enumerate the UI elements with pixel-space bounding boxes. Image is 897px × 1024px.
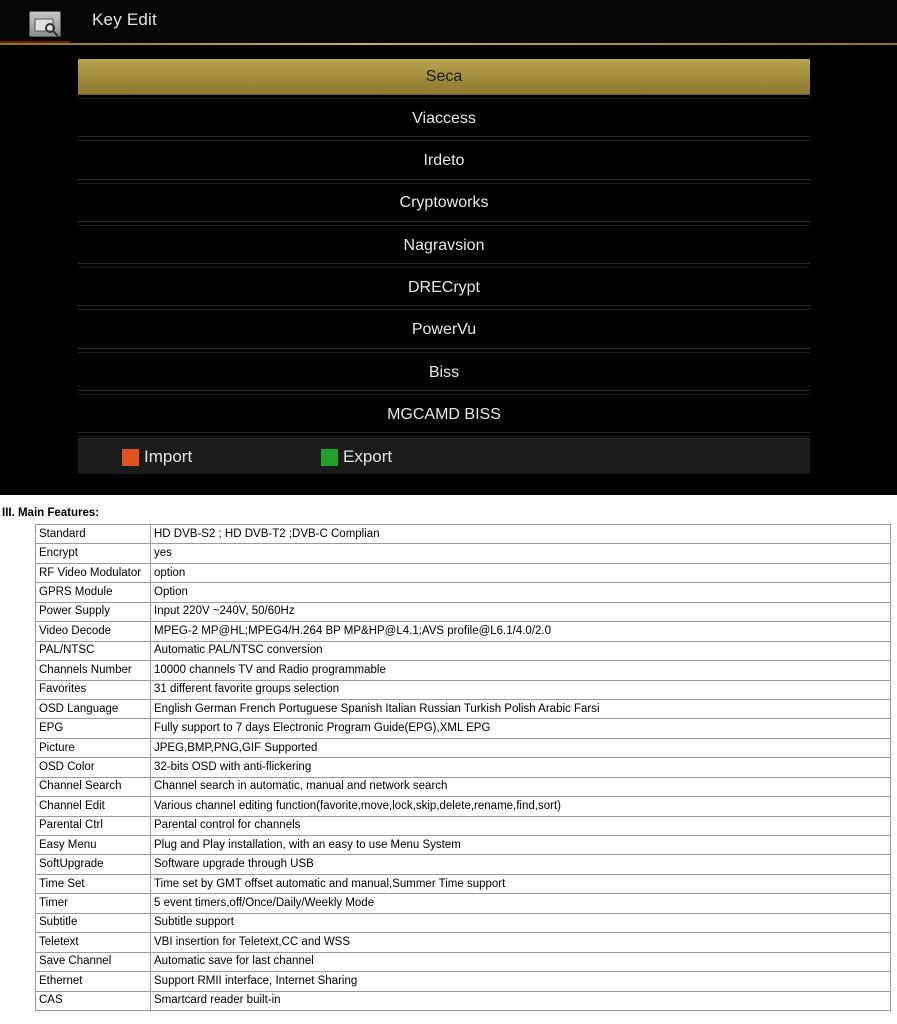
feature-name-cell: Picture <box>36 738 151 757</box>
menu-item-biss[interactable] <box>78 355 810 391</box>
table-row <box>36 797 891 816</box>
table-row <box>36 913 891 932</box>
feature-name-cell: SoftUpgrade <box>36 855 151 874</box>
red-key-icon <box>122 449 139 466</box>
footer-bar <box>78 438 810 474</box>
feature-name-cell: EPG <box>36 719 151 738</box>
feature-value-cell: 31 different favorite groups selection <box>151 680 891 699</box>
features-table-body <box>36 525 891 1011</box>
table-row <box>36 602 891 621</box>
table-row <box>36 894 891 913</box>
menu-item-label: Seca <box>425 67 463 85</box>
feature-name-cell: PAL/NTSC <box>36 641 151 660</box>
menu-item-viaccess[interactable] <box>78 101 810 137</box>
menu-item-label: Viaccess <box>412 109 476 127</box>
table-row <box>36 661 891 680</box>
feature-name-cell: CAS <box>36 991 151 1010</box>
feature-name-cell: Time Set <box>36 874 151 893</box>
feature-value-cell: Various channel editing function(favorite,move,lock,skip,delete,rename,find,sort) <box>151 797 891 816</box>
export-label: Export <box>343 447 393 466</box>
feature-value-cell: Software upgrade through USB <box>151 855 891 874</box>
menu-item-irdeto[interactable] <box>78 144 810 180</box>
feature-value-cell: Fully support to 7 days Electronic Program Guide(EPG),XML EPG <box>151 719 891 738</box>
menu-item-label: MGCAMD BISS <box>387 405 501 423</box>
table-row <box>36 933 891 952</box>
table-row <box>36 777 891 796</box>
table-row <box>36 855 891 874</box>
feature-name-cell: OSD Language <box>36 699 151 718</box>
menu-item-label: PowerVu <box>411 321 477 339</box>
menu-item-mgcamd-biss[interactable] <box>78 397 810 433</box>
green-key-icon <box>321 449 338 466</box>
table-row <box>36 758 891 777</box>
feature-value-cell: Support RMII interface, Internet Sharing <box>151 972 891 991</box>
feature-name-cell: Parental Ctrl <box>36 816 151 835</box>
feature-name-cell: OSD Color <box>36 758 151 777</box>
menu-item-seca[interactable] <box>78 59 810 95</box>
feature-name-cell: GPRS Module <box>36 583 151 602</box>
feature-value-cell: 32-bits OSD with anti-flickering <box>151 758 891 777</box>
feature-name-cell: Encrypt <box>36 544 151 563</box>
feature-name-cell: Subtitle <box>36 913 151 932</box>
screen-header <box>0 0 897 45</box>
key-edit-icon <box>29 11 61 37</box>
feature-value-cell: Automatic PAL/NTSC conversion <box>151 641 891 660</box>
features-table <box>35 524 891 1011</box>
feature-value-cell: Plug and Play installation, with an easy to use Menu System <box>151 836 891 855</box>
feature-value-cell: Automatic save for last channel <box>151 952 891 971</box>
page-title: Key Edit <box>92 10 157 29</box>
feature-name-cell: Favorites <box>36 680 151 699</box>
menu-item-label: DRECrypt <box>407 278 480 296</box>
feature-value-cell: Subtitle support <box>151 913 891 932</box>
feature-name-cell: Video Decode <box>36 622 151 641</box>
feature-name-cell: Save Channel <box>36 952 151 971</box>
table-row <box>36 816 891 835</box>
feature-value-cell: HD DVB-S2 ; HD DVB-T2 ;DVB-C Complian <box>151 525 891 544</box>
feature-name-cell: Ethernet <box>36 972 151 991</box>
feature-value-cell: 10000 channels TV and Radio programmable <box>151 661 891 680</box>
table-row <box>36 699 891 718</box>
table-row <box>36 972 891 991</box>
table-row <box>36 952 891 971</box>
feature-value-cell: JPEG,BMP,PNG,GIF Supported <box>151 738 891 757</box>
table-row <box>36 991 891 1010</box>
table-row <box>36 641 891 660</box>
import-button[interactable] <box>122 439 192 475</box>
feature-value-cell: Channel search in automatic, manual and network search <box>151 777 891 796</box>
menu-item-label: Biss <box>428 363 460 381</box>
export-button[interactable] <box>321 439 392 475</box>
menu-item-nagravsion[interactable] <box>78 228 810 264</box>
table-row <box>36 525 891 544</box>
feature-name-cell: RF Video Modulator <box>36 563 151 582</box>
table-row <box>36 583 891 602</box>
table-row <box>36 836 891 855</box>
menu-item-label: Nagravsion <box>403 236 485 254</box>
feature-name-cell: Timer <box>36 894 151 913</box>
table-row <box>36 563 891 582</box>
tv-menu-screen <box>0 0 897 495</box>
feature-value-cell: yes <box>151 544 891 563</box>
menu-item-label: Cryptoworks <box>399 194 489 212</box>
feature-value-cell: Time set by GMT offset automatic and manual,Summer Time support <box>151 874 891 893</box>
feature-name-cell: Teletext <box>36 933 151 952</box>
table-row <box>36 680 891 699</box>
features-heading: III. Main Features: <box>2 507 100 519</box>
menu-item-drecrypt[interactable] <box>78 270 810 306</box>
feature-name-cell: Channel Search <box>36 777 151 796</box>
header-divider <box>0 43 897 45</box>
feature-value-cell: Parental control for channels <box>151 816 891 835</box>
feature-value-cell: Option <box>151 583 891 602</box>
table-row <box>36 874 891 893</box>
feature-value-cell: English German French Portuguese Spanish Italian Russian Turkish Polish Arabic Farsi <box>151 699 891 718</box>
feature-name-cell: Channel Edit <box>36 797 151 816</box>
table-row <box>36 738 891 757</box>
feature-value-cell: option <box>151 563 891 582</box>
import-label: Import <box>144 447 193 466</box>
menu-item-label: Irdeto <box>423 152 465 170</box>
table-row <box>36 622 891 641</box>
menu-item-powervu[interactable] <box>78 313 810 349</box>
feature-value-cell: VBI insertion for Teletext,CC and WSS <box>151 933 891 952</box>
feature-name-cell: Channels Number <box>36 661 151 680</box>
table-row <box>36 719 891 738</box>
feature-name-cell: Standard <box>36 525 151 544</box>
feature-value-cell: Input 220V ~240V, 50/60Hz <box>151 602 891 621</box>
cas-key-menu <box>78 59 810 440</box>
feature-name-cell: Power Supply <box>36 602 151 621</box>
feature-value-cell: 5 event timers,off/Once/Daily/Weekly Mode <box>151 894 891 913</box>
feature-value-cell: Smartcard reader built-in <box>151 991 891 1010</box>
table-row <box>36 544 891 563</box>
feature-value-cell: MPEG-2 MP@HL;MPEG4/H.264 BP MP&HP@L4.1;AVS profile@L6.1/4.0/2.0 <box>151 622 891 641</box>
menu-item-cryptoworks[interactable] <box>78 186 810 222</box>
feature-name-cell: Easy Menu <box>36 836 151 855</box>
